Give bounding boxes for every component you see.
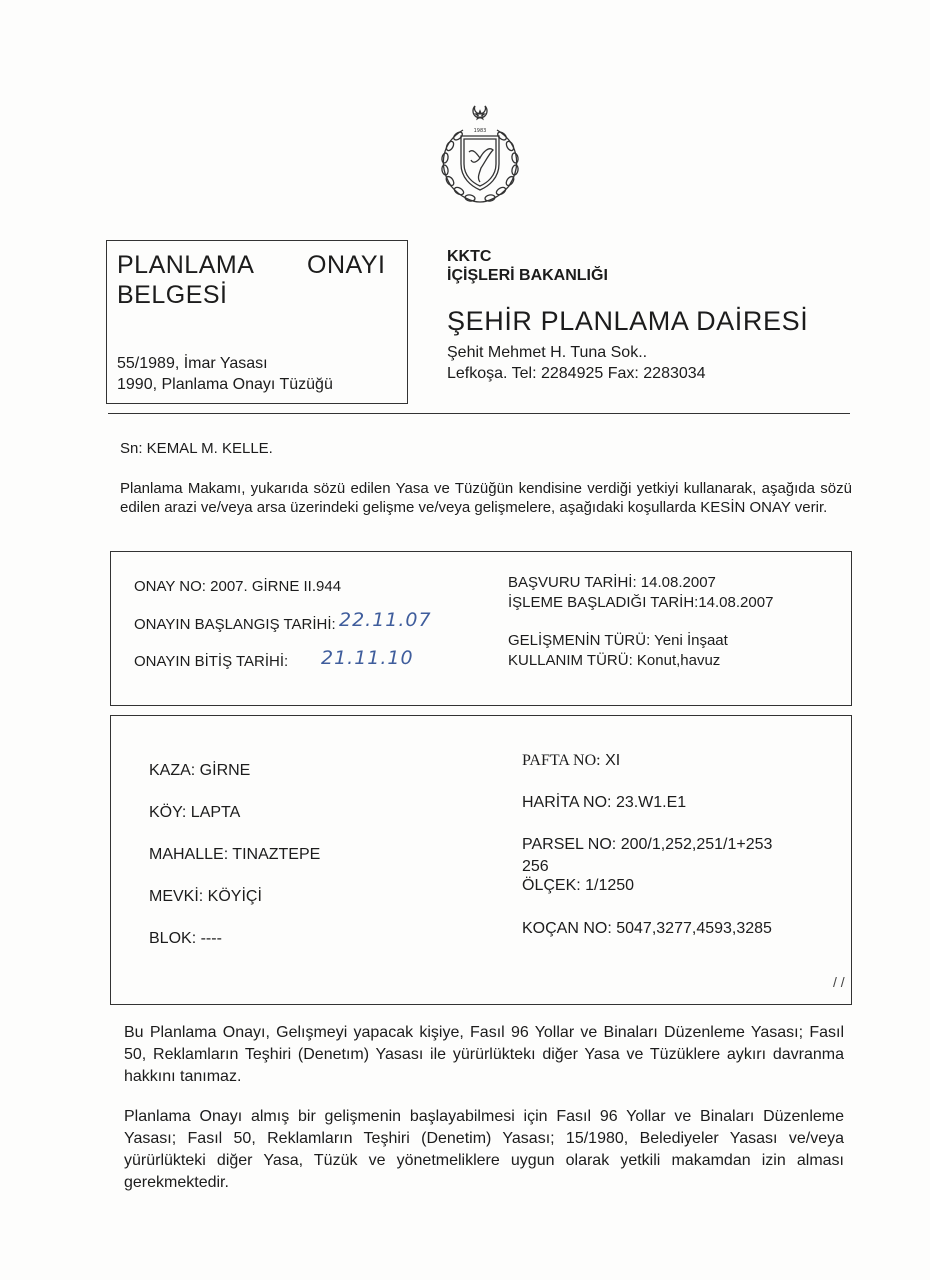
parcel-details-box xyxy=(110,715,852,1005)
law-reference-1: 55/1989, İmar Yasası xyxy=(117,355,268,372)
recipient-name: Sn: KEMAL M. KELLE. xyxy=(120,440,273,457)
application-date: BAŞVURU TARİHİ: 14.08.2007 xyxy=(508,574,716,591)
map-number-field: HARİTA NO: 23.W1.E1 xyxy=(522,794,687,811)
header-divider xyxy=(108,413,850,414)
scale-field: ÖLÇEK: 1/1250 xyxy=(522,877,635,894)
sheet-number-label: PAFTA NO: xyxy=(522,752,601,769)
development-type: GELİŞMENİN TÜRÜ: Yeni İnşaat xyxy=(508,632,728,649)
title-word-onayi: ONAYI xyxy=(307,251,386,279)
org-ministry: İÇİŞLERİ BAKANLIĞI xyxy=(447,267,608,284)
intro-paragraph: Planlama Makamı, yukarıda sözü edilen Yasa ve Tüzüğün kendisine verdiği yetkiyi kullanarak, aşağıda sözü edilen arazi ve/veya arsa üzerindeki gelişme ve/veya gelişmelere, aşağıdaki koşullarda KESİN ONAY verir. xyxy=(120,480,852,516)
approval-start-date-handwritten: 22.11.07 xyxy=(339,609,432,631)
document-title-box xyxy=(106,240,408,404)
emblem-year: 1983 xyxy=(473,128,487,134)
org-department-name: ŞEHİR PLANLAMA DAİRESİ xyxy=(447,306,809,336)
org-country: KKTC xyxy=(447,248,492,265)
approval-number: ONAY NO: 2007. GİRNE II.944 xyxy=(134,578,342,595)
block-field: BLOK: ---- xyxy=(149,930,222,947)
legal-notice-paragraph-2: Planlama Onayı almış bir gelişmenin başlayabilmesi için Fasıl 96 Yollar ve Binaları Düzenleme Yasası; Fasıl 50, Reklamların Teşhiri (Denetim) Yasası; 15/1980, Belediyeler Yasası ve/veya yürürlükteki diğer Yasa, Tüzük ve yönetmeliklere uygun olarak yetkili makamdan izin alması gerekmektedir. xyxy=(124,1108,844,1191)
title-word-planlama: PLANLAMA xyxy=(117,251,255,279)
org-address-street: Şehit Mehmet H. Tuna Sok.. xyxy=(447,344,648,361)
approval-end-date-label: ONAYIN BİTİŞ TARİHİ: xyxy=(134,653,289,670)
legal-notice-paragraph-1: Bu Planlama Onayı, Gelışmeyi yapacak kişiye, Fasıl 96 Yollar ve Binaları Düzenleme Yasası; Fasıl 50, Reklamların Teşhiri (Denetım) Yasası ile yürürlüktekı diğer Yasa ve Tüzüklere aykırı davranma hakkını tanımaz. xyxy=(124,1024,844,1085)
corner-handwritten-mark: / / xyxy=(833,974,845,990)
parcel-number-continued: 256 xyxy=(522,858,549,875)
law-reference-2: 1990, Planlama Onayı Tüzüğü xyxy=(117,376,333,393)
kktc-coat-of-arms-icon xyxy=(425,102,535,210)
approval-start-date-label: ONAYIN BAŞLANGIŞ TARİHİ: xyxy=(134,616,336,633)
sheet-number-field xyxy=(522,752,620,770)
sheet-number-value: XI xyxy=(605,752,621,769)
district-field: KAZA: GİRNE xyxy=(149,762,251,779)
quarter-field: MAHALLE: TINAZTEPE xyxy=(149,846,321,863)
approval-details-box xyxy=(110,551,852,706)
processing-start-date: İŞLEME BAŞLADIĞI TARİH:14.08.2007 xyxy=(508,594,774,611)
locality-field: MEVKİ: KÖYİÇİ xyxy=(149,888,262,905)
title-word-belgesi: BELGESİ xyxy=(117,281,228,309)
usage-type: KULLANIM TÜRÜ: Konut,havuz xyxy=(508,652,721,669)
approval-end-date-handwritten: 21.11.10 xyxy=(321,647,414,669)
title-deed-number-field: KOÇAN NO: 5047,3277,4593,3285 xyxy=(522,920,772,937)
org-address-contact: Lefkoşa. Tel: 2284925 Fax: 2283034 xyxy=(447,365,706,382)
parcel-number-field: PARSEL NO: 200/1,252,251/1+253 xyxy=(522,836,773,853)
village-field: KÖY: LAPTA xyxy=(149,804,241,821)
